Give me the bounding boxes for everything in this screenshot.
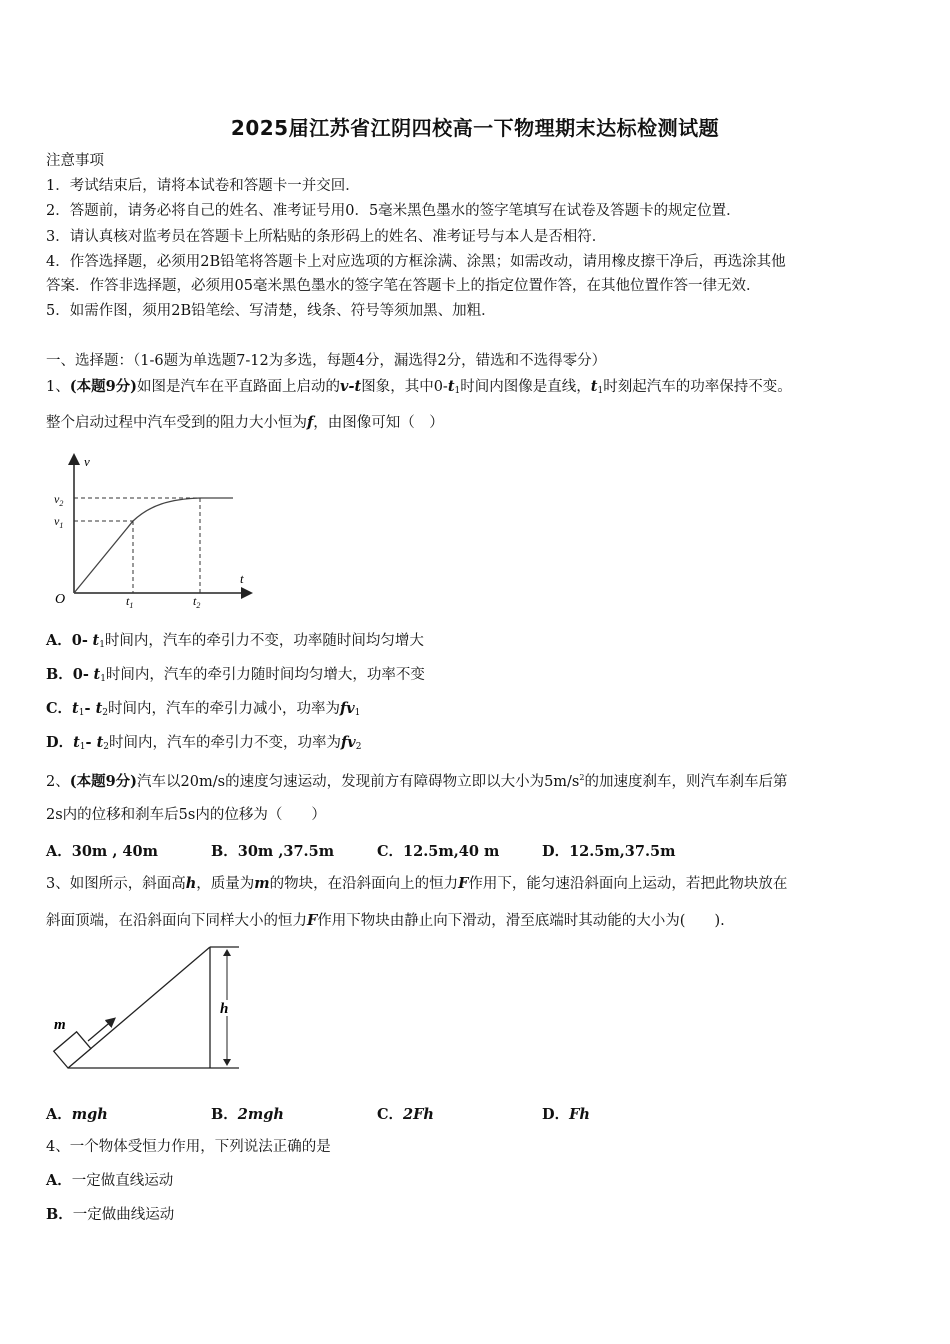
option-value: Fh — [569, 1106, 590, 1123]
option-sub: 2 — [355, 742, 362, 752]
q2-option-c[interactable]: C．12.5m,40 m — [377, 843, 500, 860]
v-axis-label: v — [84, 454, 90, 469]
notice-item-4: 4．作答选择题，必须用2B铅笔将答题卡上对应选项的方框涂满、涂黑；如需改动，请用橡皮擦干净后，再选涂其他 — [46, 254, 786, 270]
origin-label: O — [55, 592, 66, 607]
option-var: t — [95, 700, 103, 717]
q3-var-h: h — [185, 875, 197, 892]
vt-curve — [74, 498, 233, 593]
option-text: 时间内，汽车的牵引力随时间均匀增大，功率不变 — [105, 667, 425, 683]
option-letter: B． — [46, 1206, 73, 1223]
option-var: t — [93, 666, 101, 683]
q1-text: 时间内图像是直线， — [460, 379, 591, 395]
q3-option-d[interactable] — [542, 1103, 590, 1124]
q3-text: 3、如图所示，斜面高 — [46, 876, 186, 892]
option-dash: - — [84, 700, 96, 717]
t2-label: $t_2$ — [193, 594, 201, 610]
q3-option-a[interactable] — [46, 1103, 108, 1124]
q3-option-c[interactable] — [377, 1103, 434, 1124]
h-label: h — [220, 1001, 229, 1017]
q1-var-t1: t — [447, 378, 455, 395]
option-letter: A． — [46, 632, 72, 649]
option-letter: D． — [46, 734, 74, 751]
q2-text: 汽车以20m/s的速度匀速运动，发现前方有障碍物立即以大小为5m/s — [137, 773, 580, 790]
option-var: t — [73, 734, 80, 751]
option-sub: 2 — [103, 742, 110, 752]
notice-item-4-cont: 答案．作答非选择题，必须用05毫米黑色墨水的签字笔在答题卡上的指定位置作答，在其他位置作答一律无效． — [46, 278, 761, 294]
option-var: t — [96, 734, 104, 751]
option-text: 时间内，汽车的牵引力减小，功率为 — [108, 701, 340, 717]
option-sub: 1 — [354, 708, 361, 718]
q3-stem-line2 — [46, 911, 725, 931]
vt-graph — [50, 450, 260, 610]
option-letter: D． — [542, 1106, 570, 1123]
option-letter: C． — [377, 1106, 404, 1123]
q1-option-c[interactable] — [46, 699, 360, 723]
option-sub: 1 — [79, 742, 86, 752]
option-letter: A． — [46, 1172, 72, 1189]
q2-score: (本题9分) — [69, 772, 138, 790]
q1-vt: v-t — [340, 378, 362, 395]
v1-label: $v_1$ — [54, 514, 64, 530]
q3-var-m: m — [254, 875, 270, 892]
option-letter: C． — [46, 700, 73, 717]
option-var: t — [92, 632, 100, 649]
option-var: fv — [341, 734, 356, 751]
q4-stem: 4、一个物体受恒力作用，下列说法正确的是 — [46, 1139, 331, 1155]
q2-option-d[interactable]: D．12.5m,37.5m — [542, 843, 676, 860]
q4-option-b[interactable] — [46, 1205, 174, 1225]
q3-text: 作用下物块由静止向下滑动，滑至底端时其动能的大小为( ). — [317, 913, 725, 929]
option-value: mgh — [71, 1106, 108, 1123]
q2-number: 2、 — [46, 773, 70, 790]
q2-sup: 2 — [579, 773, 585, 782]
q1-var-f: f — [307, 414, 314, 431]
q2-text: 的加速度刹车，则汽车刹车后第 — [584, 773, 788, 790]
option-sub: 2 — [102, 708, 108, 718]
option-sub: 1 — [99, 640, 105, 650]
option-sub: 1 — [78, 708, 85, 718]
option-var: t — [72, 700, 79, 717]
q2-option-b[interactable]: B．30m ,37.5m — [211, 843, 335, 860]
t1-label: $t_1$ — [126, 594, 134, 610]
block — [54, 1032, 91, 1068]
option-text: 一定做曲线运动 — [72, 1207, 175, 1223]
q2-options — [46, 840, 906, 860]
option-text: 一定做直线运动 — [71, 1173, 174, 1189]
q1-score: (本题9分) — [69, 378, 138, 395]
force-arrow — [88, 1019, 114, 1041]
option-text: 时间内，汽车的牵引力不变，功率随时间均匀增大 — [104, 633, 424, 649]
section-heading: 一、选择题：（1-6题为单选题7-12为多选，每题4分，漏选得2分，错选和不选得零分） — [46, 353, 607, 369]
q1-text: ，由图像可知（ ） — [313, 415, 444, 431]
page-title: 2025届江苏省江阴四校高一下物理期末达标检测试题 — [230, 116, 720, 140]
q1-option-d[interactable] — [46, 733, 361, 757]
option-sub: 1 — [100, 674, 106, 684]
q3-options — [46, 1103, 906, 1123]
option-value: 2mgh — [237, 1106, 284, 1123]
q2-stem-line2: 2s内的位移和刹车后5s内的位移为（ ） — [46, 807, 326, 823]
q1-text: 整个启动过程中汽车受到的阻力大小恒为 — [46, 415, 307, 431]
q3-text: 的物块，在沿斜面向上的恒力 — [269, 876, 459, 892]
option-letter: B． — [211, 1106, 238, 1123]
q1-option-b[interactable] — [46, 665, 425, 689]
option-dash: - — [85, 734, 97, 751]
v2-label: $v_2$ — [54, 492, 64, 508]
q1-text: 如图是汽车在平直路面上启动的 — [137, 379, 341, 395]
q1-stem-line2 — [46, 413, 444, 433]
notice-item-2: 2．答题前，请务必将自己的姓名、准考证号用0．5毫米黑色墨水的签字笔填写在试卷及答题卡的规定位置． — [46, 203, 741, 219]
q1-var-t1: t — [590, 378, 598, 395]
q3-option-b[interactable] — [211, 1103, 284, 1124]
notice-heading: 注意事项 — [46, 153, 104, 169]
notice-item-5: 5．如需作图，须用2B铅笔绘、写清楚，线条、符号等须加黑、加粗． — [46, 303, 496, 319]
q1-text: 图象，其中0- — [361, 379, 448, 395]
option-pre: 0- — [71, 632, 88, 649]
q4-option-a[interactable] — [46, 1171, 173, 1191]
q3-var-F: F — [458, 875, 469, 892]
q1-stem-line1: 1、(本题9分)如图是汽车在平直路面上启动的v-t图象，其中$0-t_1$时间内图像是直线，$t_1$时刻起汽车的功率保持不变。 — [46, 378, 792, 396]
q1-text: 时刻起汽车的功率保持不变。 — [603, 379, 792, 395]
m-label: m — [54, 1017, 66, 1033]
option-text: 时间内，汽车的牵引力不变，功率为 — [109, 735, 342, 751]
q3-text: 作用下，能匀速沿斜面向上运动，若把此物块放在 — [468, 876, 788, 892]
q1-number: 1、 — [46, 379, 70, 395]
t-axis-label: t — [240, 571, 244, 586]
notice-item-1: 1．考试结束后，请将本试卷和答题卡一并交回． — [46, 178, 360, 194]
option-value: 2Fh — [403, 1106, 434, 1123]
incline-figure — [44, 942, 254, 1074]
notice-item-3: 3．请认真核对监考员在答题卡上所粘贴的条形码上的姓名、准考证号与本人是否相符． — [46, 229, 607, 245]
q2-stem-line1 — [46, 768, 787, 792]
option-letter: A． — [46, 1106, 72, 1123]
option-letter: B． — [46, 666, 73, 683]
option-var: fv — [340, 700, 355, 717]
q3-text: 斜面顶端，在沿斜面向下同样大小的恒力 — [46, 913, 307, 929]
q3-var-F: F — [307, 912, 318, 929]
q3-stem-line1 — [46, 874, 787, 894]
option-pre: 0- — [72, 666, 89, 683]
q2-option-a[interactable]: A．30m , 40m — [46, 843, 158, 860]
q3-text: ，质量为 — [196, 876, 255, 892]
q1-option-a[interactable] — [46, 631, 424, 655]
